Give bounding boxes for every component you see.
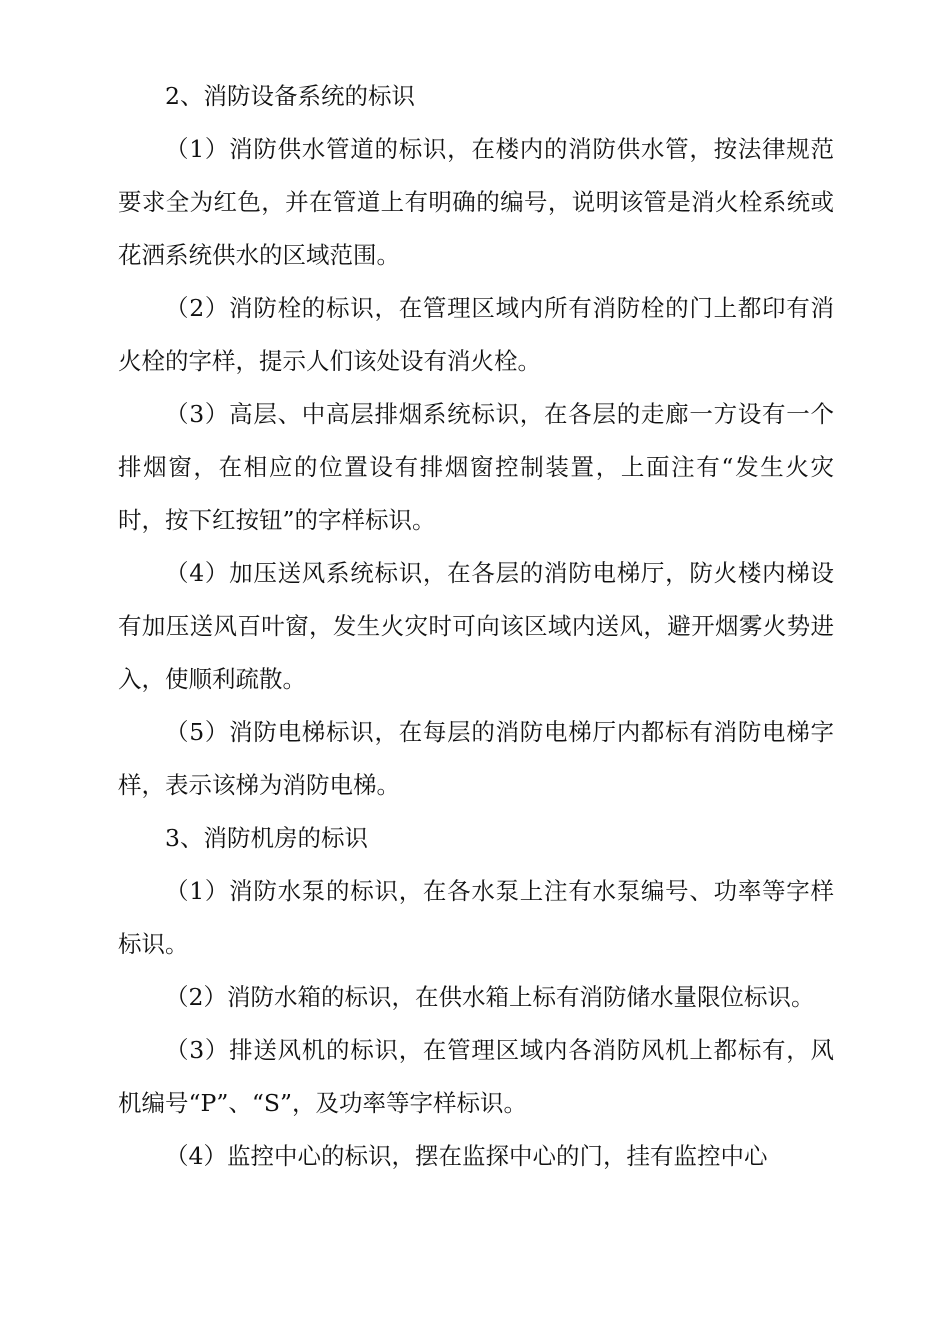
paragraph-3-1: （1）消防水泵的标识，在各水泵上注有水泵编号、功率等字样标识。 (118, 877, 834, 958)
paragraph-heading-2: 2、消防设备系统的标识 (165, 82, 415, 110)
paragraph-2-3: （3）高层、中高层排烟系统标识，在各层的走廊一方设有一个排烟窗，在相应的位置设有排烟窗控制装置，上面注有“发生火灾时，按下红按钮”的字样标识。 (118, 400, 834, 534)
paragraph-3-2: （2）消防水箱的标识，在供水箱上标有消防储水量限位标识。 (165, 983, 815, 1011)
paragraph-2-5: （5）消防电梯标识，在每层的消防电梯厅内都标有消防电梯字样，表示该梯为消防电梯。 (118, 718, 834, 799)
paragraph-3-3: （3）排送风机的标识，在管理区域内各消防风机上都标有，风机编号“P”、“S”，及功率等字样标识。 (118, 1036, 834, 1117)
document-body (118, 70, 834, 1183)
paragraph-2-2: （2）消防栓的标识，在管理区域内所有消防栓的门上都印有消火栓的字样，提示人们该处设有消火栓。 (118, 294, 834, 375)
paragraph-2-4: （4）加压送风系统标识，在各层的消防电梯厅，防火楼内梯设有加压送风百叶窗，发生火灾时可向该区域内送风，避开烟雾火势进入，使顺利疏散。 (118, 559, 834, 693)
paragraph-heading-3: 3、消防机房的标识 (165, 824, 368, 852)
paragraph-2-1: （1）消防供水管道的标识，在楼内的消防供水管，按法律规范要求全为红色，并在管道上有明确的编号，说明该管是消火栓系统或花洒系统供水的区域范围。 (118, 135, 834, 269)
paragraph-3-4: （4）监控中心的标识，摆在监探中心的门，挂有监控中心 (165, 1142, 768, 1170)
